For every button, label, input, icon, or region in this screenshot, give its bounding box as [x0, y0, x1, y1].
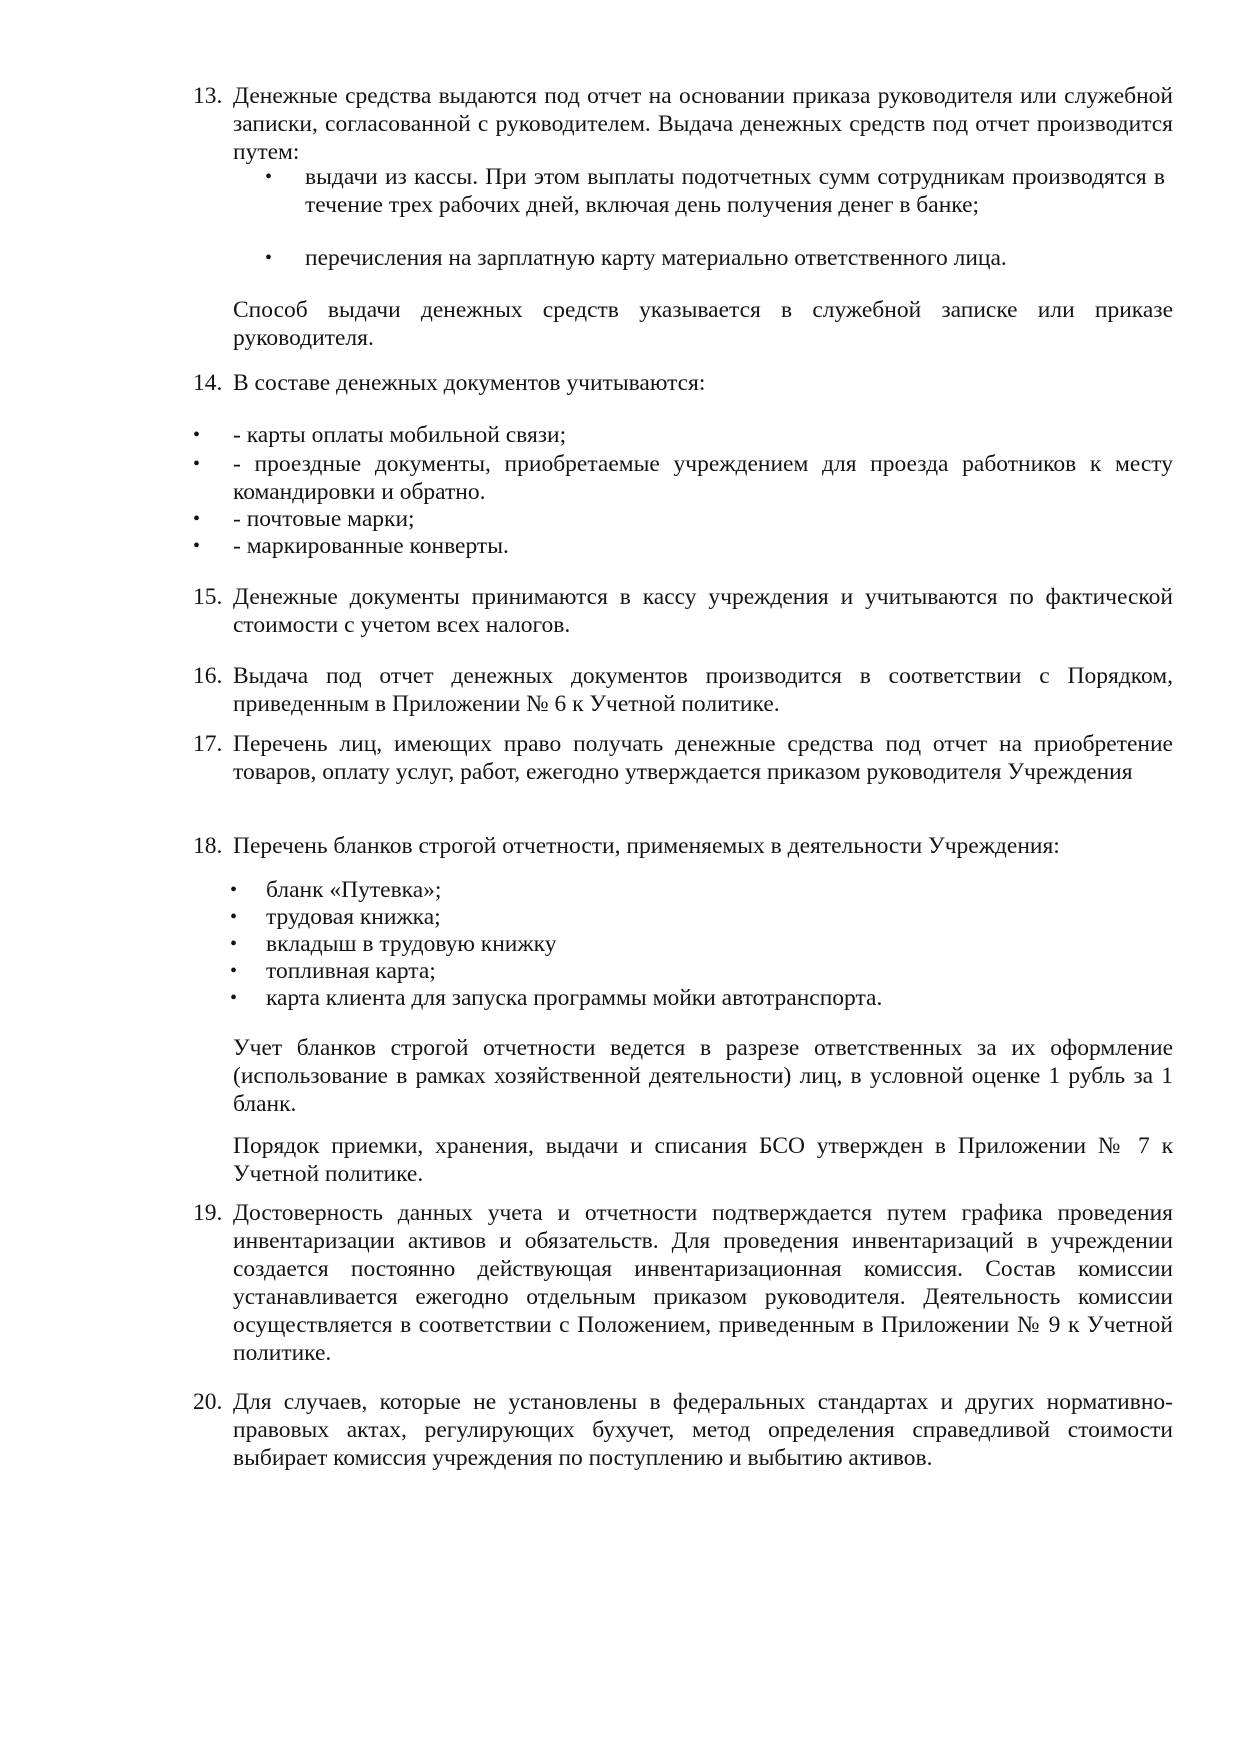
item-text: Достоверность данных учета и отчетности подтверждается путем графика проведения инвентаризации активов и обязательств. Для проведения инвентаризаций в учреждении создается постоянно действующая инвентаризационная комиссия. Состав комиссии устанавливается ежегодно отдельным приказом руководителя. Деятельность комиссии осуществляется в соответствии с Положением, приведенным в Приложении № 9 к Учетной политике. — [233, 1200, 1173, 1366]
bullet-text: бланк «Путевка»; — [266, 877, 442, 903]
item-text: Выдача под отчет денежных документов производится в соответствии с Порядком, приведенным в Приложении № 6 к Учетной политике. — [233, 663, 1173, 717]
paragraph: Способ выдачи денежных средств указывается в служебной записке или приказе руководителя. — [233, 297, 1173, 351]
bullet-text: выдачи из кассы. При этом выплаты подотчетных сумм сотрудникам производятся в течение трех рабочих дней, включая день получения денег в банке; — [305, 164, 1165, 218]
item-text: В составе денежных документов учитываются: — [233, 370, 706, 396]
bullet-icon: • — [265, 166, 273, 188]
bullet-text: - проездные документы, приобретаемые учреждением для проезда работников к месту командировки и обратно. — [233, 451, 1173, 505]
bullet-icon: • — [230, 906, 238, 928]
item-number: 19. — [193, 1200, 223, 1226]
bullet-icon: • — [265, 247, 273, 269]
bullet-text: перечисления на зарплатную карту материально ответственного лица. — [305, 245, 1007, 271]
paragraph: Учет бланков строгой отчетности ведется в разрезе ответственных за их оформление (использование в рамках хозяйственной деятельности) лиц, в условной оценке 1 рубль за 1 бланк. — [233, 1035, 1173, 1117]
bullet-icon: • — [230, 879, 238, 901]
item-number: 20. — [193, 1389, 223, 1415]
item-text: Для случаев, которые не установлены в федеральных стандартах и других нормативно-правовых актах, регулирующих бухучет, метод определения справедливой стоимости выбирает комиссия учреждения по поступлению и выбытию активов. — [233, 1389, 1173, 1471]
item-number: 17. — [193, 731, 223, 757]
bullet-text: - карты оплаты мобильной связи; — [233, 422, 567, 448]
item-text: Денежные средства выдаются под отчет на основании приказа руководителя или служебной записки, согласованной с руководителем. Выдача денежных средств под отчет производится путем: — [233, 83, 1173, 165]
item-text: Перечень лиц, имеющих право получать денежные средства под отчет на приобретение товаров, оплату услуг, работ, ежегодно утверждается приказом руководителя Учреждения — [233, 731, 1173, 785]
bullet-icon: • — [193, 453, 201, 475]
item-text: Перечень бланков строгой отчетности, применяемых в деятельности Учреждения: — [233, 833, 1060, 859]
item-number: 16. — [193, 663, 223, 689]
bullet-icon: • — [193, 535, 201, 557]
bullet-icon: • — [230, 933, 238, 955]
bullet-text: - почтовые марки; — [233, 506, 415, 532]
bullet-text: трудовая книжка; — [266, 904, 441, 930]
bullet-text: топливная карта; — [266, 958, 436, 984]
item-text: Денежные документы принимаются в кассу учреждения и учитываются по фактической стоимости с учетом всех налогов. — [233, 584, 1173, 638]
bullet-icon: • — [230, 987, 238, 1009]
bullet-icon: • — [193, 508, 201, 530]
paragraph: Порядок приемки, хранения, выдачи и списания БСО утвержден в Приложении № 7 к Учетной политике. — [233, 1133, 1173, 1187]
item-number: 14. — [193, 370, 223, 396]
bullet-icon: • — [230, 960, 238, 982]
item-number: 18. — [193, 833, 223, 859]
item-number: 13. — [193, 83, 223, 109]
bullet-text: вкладыш в трудовую книжку — [266, 931, 557, 957]
bullet-icon: • — [193, 424, 201, 446]
bullet-text: - маркированные конверты. — [233, 533, 509, 559]
bullet-text: карта клиента для запуска программы мойки автотранспорта. — [266, 985, 883, 1011]
item-number: 15. — [193, 584, 223, 610]
